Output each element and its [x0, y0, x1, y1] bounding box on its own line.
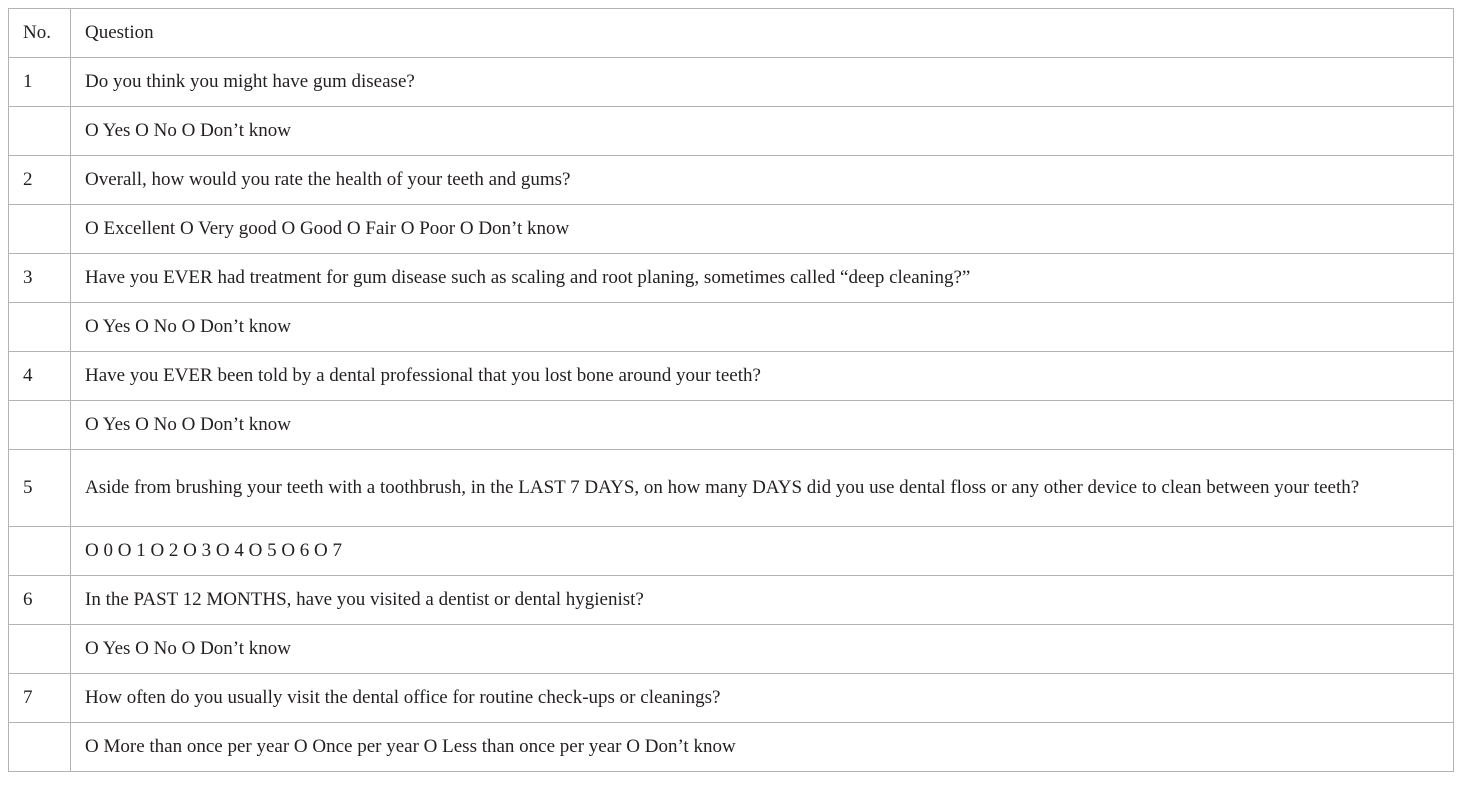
question-row-6	[9, 576, 1454, 625]
question-row-2	[9, 156, 1454, 205]
answer-options: O Yes O No O Don’t know	[71, 625, 1454, 674]
answer-options: O Excellent O Very good O Good O Fair O Poor O Don’t know	[71, 205, 1454, 254]
empty-cell	[9, 723, 71, 772]
question-text: Overall, how would you rate the health of your teeth and gums?	[71, 156, 1454, 205]
question-number: 6	[9, 576, 71, 625]
options-row-2	[9, 205, 1454, 254]
question-text: Aside from brushing your teeth with a toothbrush, in the LAST 7 DAYS, on how many DAYS did you use dental floss or any other device to clean between your teeth?	[71, 450, 1454, 527]
empty-cell	[9, 107, 71, 156]
header-row	[9, 9, 1454, 58]
header-question: Question	[71, 9, 1454, 58]
question-text: Have you EVER had treatment for gum disease such as scaling and root planing, sometimes called “deep cleaning?”	[71, 254, 1454, 303]
question-number: 2	[9, 156, 71, 205]
answer-options: O Yes O No O Don’t know	[71, 107, 1454, 156]
answer-options: O 0 O 1 O 2 O 3 O 4 O 5 O 6 O 7	[71, 527, 1454, 576]
empty-cell	[9, 625, 71, 674]
question-text: In the PAST 12 MONTHS, have you visited a dentist or dental hygienist?	[71, 576, 1454, 625]
question-row-1	[9, 58, 1454, 107]
question-text: Have you EVER been told by a dental professional that you lost bone around your teeth?	[71, 352, 1454, 401]
question-number: 7	[9, 674, 71, 723]
options-row-5	[9, 527, 1454, 576]
question-row-5	[9, 450, 1454, 527]
question-row-3	[9, 254, 1454, 303]
options-row-1	[9, 107, 1454, 156]
options-row-6	[9, 625, 1454, 674]
question-number: 4	[9, 352, 71, 401]
options-row-3	[9, 303, 1454, 352]
empty-cell	[9, 205, 71, 254]
questionnaire-table	[8, 8, 1454, 772]
question-text: How often do you usually visit the dental office for routine check-ups or cleanings?	[71, 674, 1454, 723]
question-number: 1	[9, 58, 71, 107]
question-row-4	[9, 352, 1454, 401]
answer-options: O More than once per year O Once per year O Less than once per year O Don’t know	[71, 723, 1454, 772]
question-text: Do you think you might have gum disease?	[71, 58, 1454, 107]
options-row-7	[9, 723, 1454, 772]
question-number: 5	[9, 450, 71, 527]
options-row-4	[9, 401, 1454, 450]
empty-cell	[9, 527, 71, 576]
answer-options: O Yes O No O Don’t know	[71, 303, 1454, 352]
empty-cell	[9, 303, 71, 352]
answer-options: O Yes O No O Don’t know	[71, 401, 1454, 450]
empty-cell	[9, 401, 71, 450]
header-no: No.	[9, 9, 71, 58]
question-row-7	[9, 674, 1454, 723]
question-number: 3	[9, 254, 71, 303]
